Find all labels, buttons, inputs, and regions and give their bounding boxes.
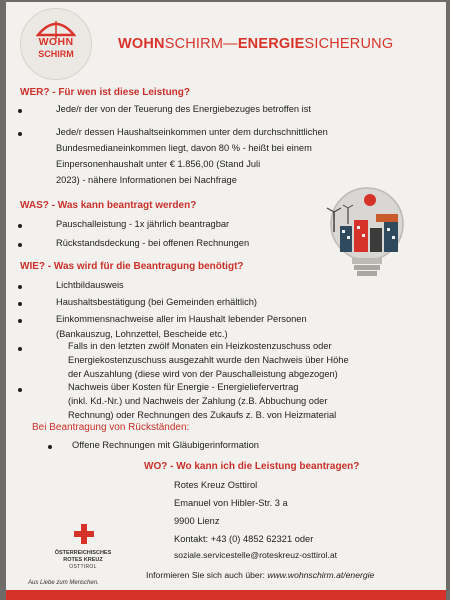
address-line: Rotes Kreuz Osttirol bbox=[174, 480, 258, 490]
section-heading-wer: WER? - Für wen ist diese Leistung? bbox=[20, 87, 191, 98]
section-heading-was: WAS? - Was kann beantragt werden? bbox=[20, 200, 197, 211]
bullet bbox=[18, 388, 22, 392]
wohnschirm-logo bbox=[20, 8, 92, 80]
list-item: Falls in den letzten zwölf Monaten ein Heizkostenzuschuss oder bbox=[68, 341, 332, 351]
bullet bbox=[18, 109, 22, 113]
list-item-cont: Bundesmedianeinkommen liegt, davon 80 % - heißt bei einem bbox=[56, 143, 312, 153]
logo-text-line1: WOHN bbox=[38, 36, 74, 48]
org-slogan: Aus Liebe zum Menschen. bbox=[28, 580, 99, 586]
list-item: Offene Rechnungen mit Gläubigerinformation bbox=[72, 440, 259, 450]
red-cross-icon bbox=[74, 524, 94, 544]
footer-url: www.wohnschirm.at/energie bbox=[267, 570, 375, 580]
contact-phone: Kontakt: +43 (0) 4852 62321 oder bbox=[174, 534, 314, 544]
list-item: Lichtbildausweis bbox=[56, 280, 124, 290]
list-item: Pauschalleistung - 1x jährlich beantragbar bbox=[56, 219, 230, 229]
list-item-cont: (Bankauszug, Lohnzettel, Bescheide etc.) bbox=[56, 329, 228, 339]
bullet bbox=[18, 319, 22, 323]
bullet bbox=[48, 445, 52, 449]
address-line: 9900 Lienz bbox=[174, 516, 220, 526]
org-name: ÖSTERREICHISCHES ROTES KREUZ bbox=[54, 550, 112, 563]
list-item-cont: 2023) - nähere Informationen bei Nachfrage bbox=[56, 175, 237, 185]
bullet bbox=[18, 224, 22, 228]
contact-email: soziale.servicestelle@roteskreuz-osttirol.at bbox=[174, 550, 337, 560]
list-item: Nachweis über Kosten für Energie - Energieliefervertrag bbox=[68, 382, 299, 392]
footer-info: Informieren Sie sich auch über: www.wohnschirm.at/energie bbox=[146, 570, 375, 580]
logo-text-line2: SCHIRM bbox=[38, 49, 74, 59]
list-item: Jede/r dessen Haushaltseinkommen unter dem durchschnittlichen bbox=[56, 127, 328, 137]
section-heading-wie: WIE? - Was wird für die Beantragung benötigt? bbox=[20, 261, 244, 272]
energy-bulb-illustration bbox=[312, 184, 422, 280]
list-item-cont: Energiekostenzuschuss ausgezahlt wurde den Nachweis über Höhe bbox=[68, 355, 349, 365]
bullet bbox=[18, 243, 22, 247]
list-item-cont: (inkl. Kd.-Nr.) und Nachweis der Zahlung (z.B. Abbuchung oder bbox=[68, 396, 328, 406]
document-page bbox=[6, 2, 446, 600]
list-item: Rückstandsdeckung - bei offenen Rechnungen bbox=[56, 238, 250, 248]
list-item: Haushaltsbestätigung (bei Gemeinden erhältlich) bbox=[56, 297, 258, 307]
list-item-cont: Rechnung) oder Rechnungen des Zukaufs z. B. von Heizmaterial bbox=[68, 410, 337, 420]
list-item: Jede/r der von der Teuerung des Energiebezuges betroffen ist bbox=[56, 104, 311, 114]
org-subtitle: OSTTIROL bbox=[69, 564, 97, 570]
section-heading-rueckstaende: Bei Beantragung von Rückständen: bbox=[32, 422, 190, 433]
bullet bbox=[18, 302, 22, 306]
footer-red-bar bbox=[6, 590, 446, 600]
list-item-cont: der Auszahlung (diese wird von der Pauschalleistung abgezogen) bbox=[68, 369, 338, 379]
bullet bbox=[18, 285, 22, 289]
list-item: Einkommensnachweise aller im Haushalt lebender Personen bbox=[56, 314, 307, 324]
bullet bbox=[18, 132, 22, 136]
section-heading-wo: WO? - Wo kann ich die Leistung beantragen? bbox=[144, 461, 360, 472]
page-title: WOHNSCHIRM—ENERGIESICHERUNG bbox=[118, 36, 394, 52]
bullet bbox=[18, 347, 22, 351]
list-item-cont: Einpersonenhaushalt unter € 1.856,00 (Stand Juli bbox=[56, 159, 261, 169]
address-line: Emanuel von Hibler-Str. 3 a bbox=[174, 498, 288, 508]
